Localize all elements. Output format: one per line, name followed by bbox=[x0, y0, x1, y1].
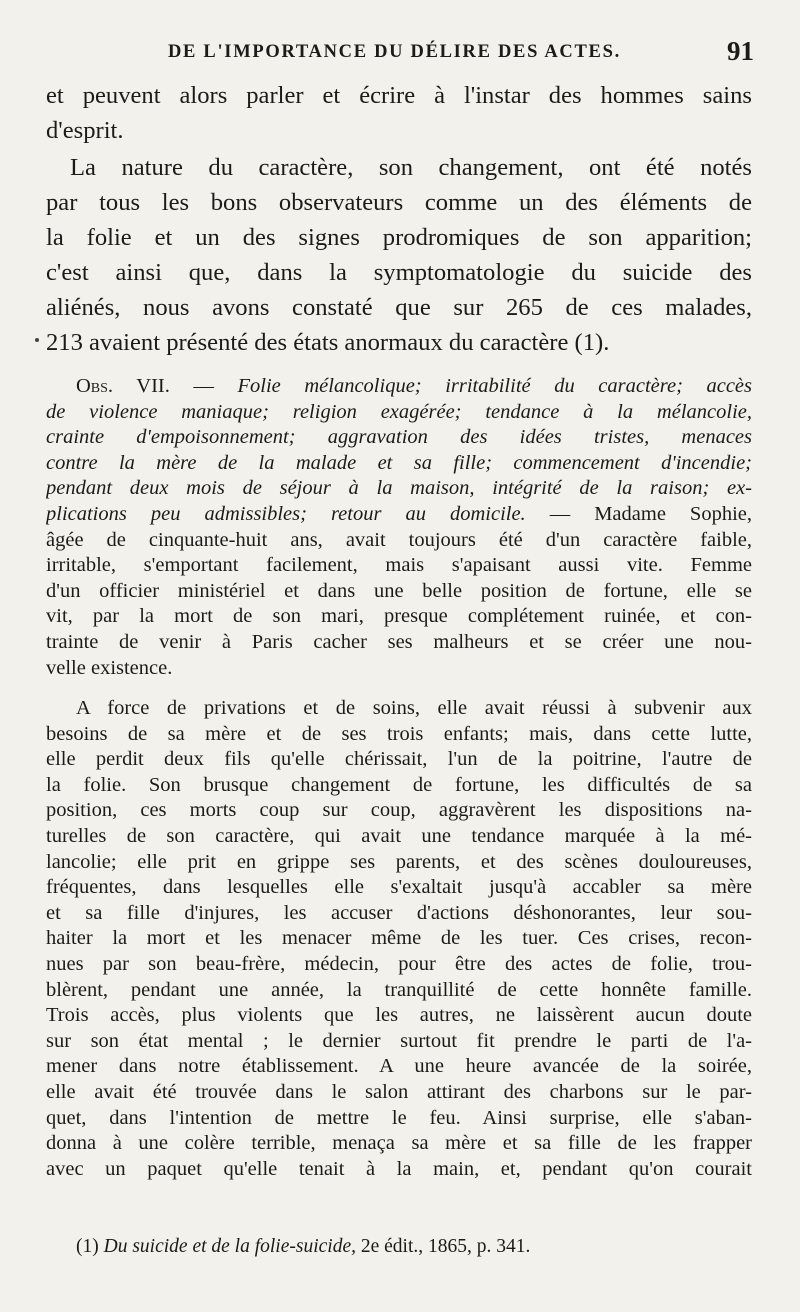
text-line: contre la mère de la malade et sa fille; commencement d'incendie; bbox=[46, 451, 752, 474]
text-line: donna à une colère terrible, menaça sa mère et sa fille de les frapper bbox=[46, 1132, 752, 1155]
text-line: crainte d'empoisonnement; aggravation des idées tristes, menaces bbox=[46, 426, 752, 449]
observation-heading-line: Obs. VII. — Folie mélancolique; irritabilité du caractère; accès bbox=[76, 375, 752, 397]
text-line: c'est ainsi que, dans la symptomatologie du suicide des bbox=[46, 259, 752, 287]
text-line: sur son état mental ; le dernier surtout fit prendre le parti de l'a- bbox=[46, 1029, 752, 1052]
footnote-details: 2e édit., 1865, p. 341. bbox=[360, 1236, 531, 1257]
text-line: position, ces morts coup sur coup, aggravèrent les dispositions na- bbox=[46, 799, 752, 822]
paragraph-character bbox=[46, 150, 752, 361]
text-line: aliénés, nous avons constaté que sur 265 de ces malades, bbox=[46, 294, 752, 322]
text-line: de violence maniaque; religion exagérée; tendance à la mélancolie, bbox=[46, 400, 752, 423]
text-line: nues par son beau-frère, médecin, pour être des actes de folie, trou- bbox=[46, 952, 752, 975]
page-header bbox=[46, 38, 754, 72]
text-line: La nature du caractère, son changement, ont été notés bbox=[70, 154, 752, 181]
text-line: elle perdit deux fils qu'elle chérissait, l'un de la poitrine, l'autre de bbox=[46, 748, 752, 771]
text-line: lancolie; elle prit en grippe ses parents, et des scènes douloureuses, bbox=[46, 850, 752, 873]
text-line: elle avait été trouvée dans le salon attirant des charbons sur le par- bbox=[46, 1080, 752, 1103]
footnote bbox=[76, 1236, 530, 1258]
text-line: quet, dans l'intention de mettre le feu. Ainsi surprise, elle s'aban- bbox=[46, 1106, 752, 1129]
footnote-title: Du suicide et de la folie-suicide, bbox=[103, 1236, 356, 1257]
text-line: et peuvent alors parler et écrire à l'instar des hommes sains bbox=[46, 82, 752, 109]
observation-start: — Madame Sophie, bbox=[549, 502, 752, 525]
text-line: A force de privations et de soins, elle avait réussi à subvenir aux bbox=[76, 697, 752, 719]
observation-summary-end: plications peu admissibles; retour au domicile. bbox=[46, 502, 526, 525]
margin-mark bbox=[35, 338, 39, 342]
text-line: mener dans notre établissement. A une heure avancée de la soirée, bbox=[46, 1055, 752, 1078]
footnote-marker: (1) bbox=[76, 1236, 99, 1257]
text-line: la folie et un des signes prodromiques de son apparition; bbox=[46, 224, 752, 252]
text-line: fréquentes, dans lesquelles elle s'exaltait jusqu'à accabler sa mère bbox=[46, 876, 752, 899]
text-line: vit, par la mort de son mari, presque complétement ruinée, et con- bbox=[46, 605, 752, 628]
text-line: 213 avaient présenté des états anormaux du caractère (1). bbox=[46, 329, 610, 357]
text-line: la folie. Son brusque changement de fortune, les difficultés de sa bbox=[46, 773, 752, 796]
text-line: Trois accès, plus violents que les autres, ne laissèrent aucun doute bbox=[46, 1004, 752, 1027]
text-line: d'esprit. bbox=[46, 117, 124, 145]
text-line: avec un paquet qu'elle tenait à la main, et, pendant qu'on courait bbox=[46, 1157, 752, 1180]
text-line: trainte de venir à Paris cacher ses malheurs et se créer une nou- bbox=[46, 630, 752, 653]
text-line: et sa fille d'injures, les accuser d'actions déshonorantes, leur sou- bbox=[46, 901, 752, 924]
text-line: d'un officier ministériel et dans une belle position de fortune, elle se bbox=[46, 579, 752, 602]
text-line: turelles de son caractère, qui avait une tendance marquée à la mé- bbox=[46, 824, 752, 847]
text-line: besoins de sa mère et de ses trois enfants; mais, dans cette lutte, bbox=[46, 722, 752, 745]
observation-label: Obs. VII. bbox=[76, 375, 170, 397]
text-line: par tous les bons observateurs comme un des éléments de bbox=[46, 189, 752, 217]
observation-summary: Folie mélancolique; irritabilité du caractère; accès bbox=[237, 375, 752, 397]
text-line: haiter la mort et les menacer même de les tuer. Ces crises, recon- bbox=[46, 927, 752, 950]
text-line bbox=[46, 502, 752, 528]
observation-continuation bbox=[46, 696, 752, 1182]
paragraph-continuation bbox=[46, 78, 752, 148]
text-line: âgée de cinquante-huit ans, avait toujours été d'un caractère faible, bbox=[46, 528, 752, 551]
running-title: DE L'IMPORTANCE DU DÉLIRE DES ACTES. bbox=[168, 42, 621, 62]
page-number: 91 bbox=[727, 36, 754, 66]
observation-block bbox=[46, 374, 752, 681]
text-line: velle existence. bbox=[46, 656, 173, 679]
text-line: pendant deux mois de séjour à la maison, intégrité de la raison; ex- bbox=[46, 477, 752, 500]
text-line: blèrent, pendant une année, la tranquillité de cette honnête famille. bbox=[46, 978, 752, 1001]
text-line: irritable, s'emportant facilement, mais s'apaisant aussi vite. Femme bbox=[46, 554, 752, 577]
